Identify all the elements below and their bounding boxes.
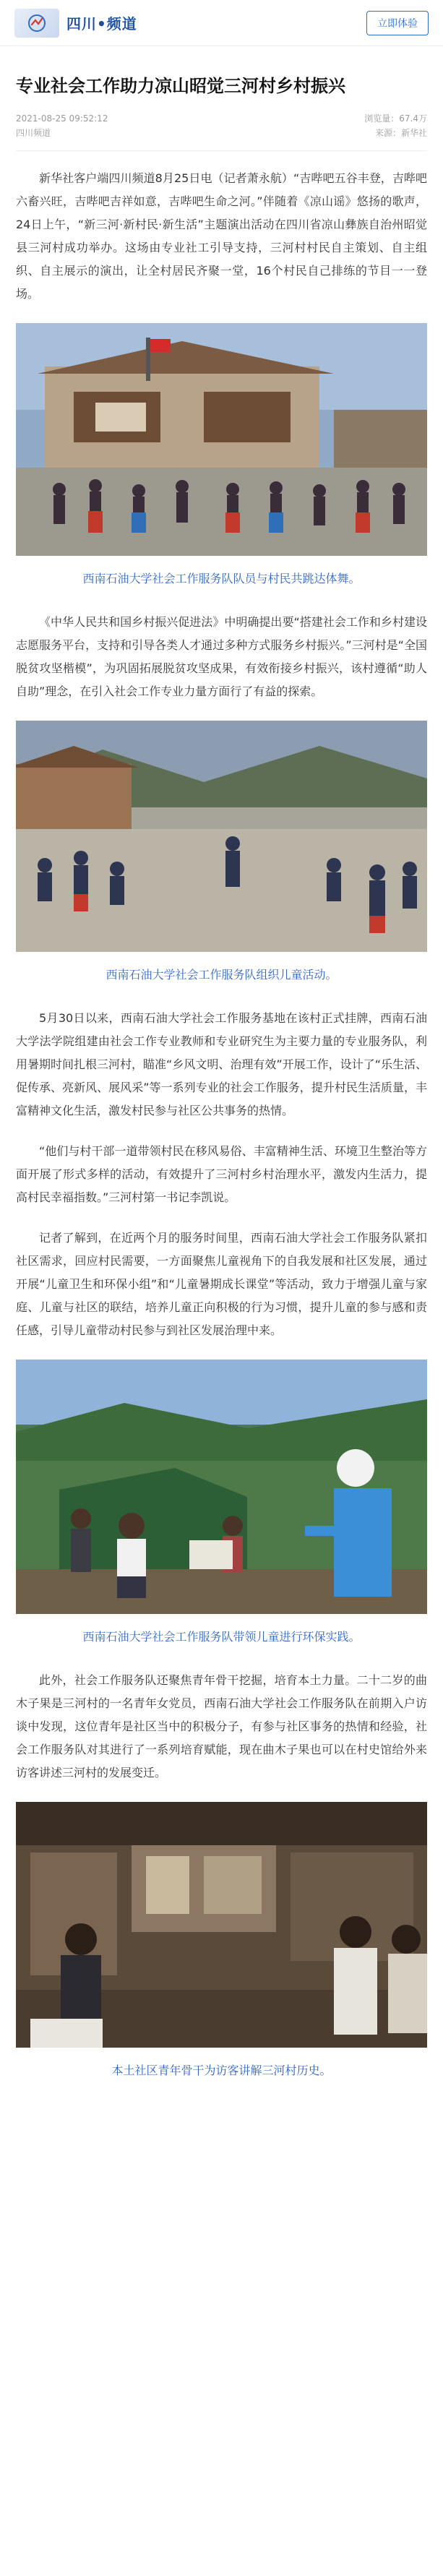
photo-dance (16, 323, 427, 556)
open-app-button[interactable]: 立即体验 (366, 11, 429, 35)
paragraph-3: 5月30日以来，西南石油大学社会工作服务基地在该村正式挂牌，西南石油大学法学院组建由社会工作专业教师和专业研究生为主要力量的专业服务队，利用暑期时间扎根三河村，瞄准“乡风文明、治理有效”开展工作，设计了“乐生活、促传承、亮新风、展风采”等一系列专业的社会工作服务，提升村民生活质量，丰富精神文化生活，激发村民参与社区公共事务的热情。 (16, 1011, 427, 1117)
photo-village-history (16, 1802, 427, 2048)
sichuan-channel-logo-icon[interactable] (14, 9, 59, 38)
channel-title: 四川•频道 (66, 15, 137, 33)
top-bar (0, 0, 443, 46)
source-channel-link[interactable]: 四川频道 (16, 128, 51, 138)
caption-children-activity: 西南石油大学社会工作服务队组织儿童活动。 (106, 968, 337, 982)
view-count: 浏览量：67.4万 (364, 113, 427, 124)
photo-environmental-practice (16, 1360, 427, 1614)
article-meta (16, 111, 427, 140)
caption-environmental-practice: 西南石油大学社会工作服务队带领儿童进行环保实践。 (82, 1630, 361, 1644)
photo-children-activity (16, 721, 427, 952)
paragraph-5: 记者了解到，在近两个月的服务时间里，西南石油大学社会工作服务队紧扣社区需求，回应村民需要，一方面聚焦儿童视角下的自我发展和社区发展，通过开展“儿童卫生和环保小组”和“儿童暑期成长课堂”等活动，致力于增强儿童与家庭、儿童与社区的联结，培养儿童正向积极的行为习惯，提升儿童的参与感和责任感，引导儿童带动村民参与到社区发展治理中来。 (16, 1231, 427, 1337)
article-origin: 来源：新华社 (374, 128, 427, 138)
publish-date: 2021-08-25 09:52:12 (16, 113, 108, 124)
article-title: 专业社会工作助力凉山昭觉三河村乡村振兴 (16, 76, 345, 96)
caption-dance: 西南石油大学社会工作服务队队员与村民共跳达体舞。 (82, 572, 361, 585)
meta-divider (16, 150, 427, 151)
paragraph-6: 此外，社会工作服务队还聚焦青年骨干挖掘，培育本土力量。二十二岁的曲木子果是三河村的一名青年女党员，西南石油大学社会工作服务队在前期入户访谈中发现，这位青年是社区当中的积极分子，有参与社区事务的热情和经验，社会工作服务队对其进行了一系列培育赋能，现在曲木子果也可以在村史馆给外来访客讲述三河村的发展变迁。 (16, 1673, 427, 1779)
article-body (0, 46, 443, 2081)
caption-village-history: 本土社区青年骨干为访客讲解三河村历史。 (111, 2064, 332, 2077)
paragraph-1: 新华社客户端四川频道8月25日电（记者萧永航）“吉哔吧五谷丰登，吉哔吧六畜兴旺，吉哔吧吉祥如意，吉哔吧生命之河。”伴随着《凉山谣》悠扬的歌声，24日上午，“新三河·新村民·新生活”主题演出活动在四川省凉山彝族自治州昭觉县三河村成功举办。这场由专业社工引导支持，三河村村民自主策划、自主组织、自主展示的演出，让全村居民齐聚一堂，16个村民自己排练的节目一一登场。 (16, 171, 427, 301)
paragraph-2: 《中华人民共和国乡村振兴促进法》中明确提出要“搭建社会工作和乡村建设志愿服务平台，支持和引导各类人才通过多种方式服务乡村振兴。”三河村是“全国脱贫攻坚楷模”，为巩固拓展脱贫攻坚成果，有效衔接乡村振兴，该村遵循“助人自助”理念，在引入社会工作专业力量方面行了有益的探索。 (16, 615, 427, 698)
paragraph-4: “他们与村干部一道带领村民在移风易俗、丰富精神生活、环境卫生整治等方面开展了形式多样的活动，有效提升了三河村乡村治理水平，激发内生活力，提高村民幸福指数。”三河村第一书记李凯说。 (16, 1144, 427, 1204)
